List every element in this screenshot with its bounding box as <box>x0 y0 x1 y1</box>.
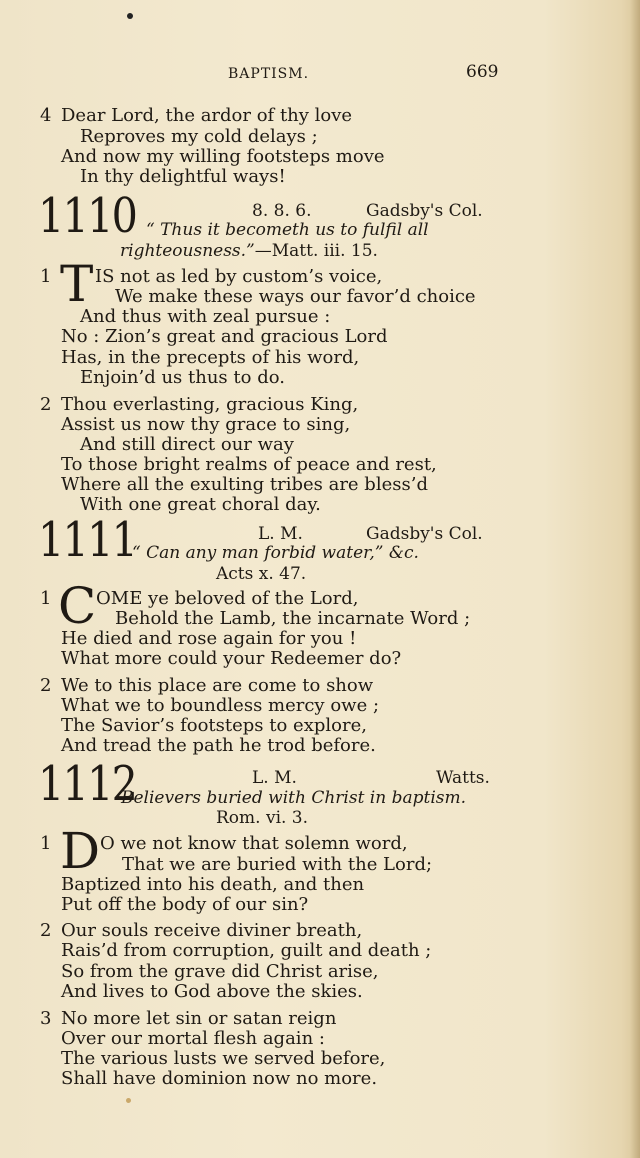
hymn-epigraph: Believers buried with Christ in baptism. <box>121 788 467 808</box>
verse-line: IS not as led by custom’s voice, <box>95 266 383 287</box>
verse-line: With one great choral day. <box>80 494 321 515</box>
verse-line: Thou everlasting, gracious King, <box>61 394 359 415</box>
verse-line: Has, in the precepts of his word, <box>61 347 360 368</box>
verse-number: 3 <box>40 1008 52 1029</box>
hymn-source: Gadsby's Col. <box>366 524 483 544</box>
hymn-meter: L. M. <box>258 524 303 544</box>
verse-line: No : Zion’s great and gracious Lord <box>61 326 388 347</box>
verse-line: Dear Lord, the ardor of thy love <box>61 105 353 126</box>
verse-line: Assist us now thy grace to sing, <box>61 414 351 435</box>
verse-line: And now my willing footsteps move <box>61 146 385 167</box>
verse-line: Put off the body of our sin? <box>61 894 309 915</box>
hymn-epigraph-line2 <box>120 241 378 261</box>
drop-cap: T <box>60 255 94 313</box>
verse-line: Our souls receive diviner breath, <box>61 920 363 941</box>
verse-line: And still direct our way <box>80 434 294 455</box>
verse-line: In thy delightful ways! <box>80 166 286 187</box>
verse-line: Rais’d from corruption, guilt and death ; <box>61 940 432 961</box>
verse-number: 2 <box>40 394 52 415</box>
verse-line: Reproves my cold delays ; <box>80 126 318 147</box>
hymn-meter: 8. 8. 6. <box>252 201 312 221</box>
hymn-epigraph: “ Thus it becometh us to fulfil all <box>146 220 429 240</box>
drop-cap: C <box>58 577 97 635</box>
verse-number: 1 <box>40 266 52 287</box>
verse-line: And thus with zeal pursue : <box>80 306 331 327</box>
page-number: 669 <box>466 62 499 82</box>
verse-line: OME ye beloved of the Lord, <box>96 588 359 609</box>
verse-line: What more could your Redeemer do? <box>61 648 402 669</box>
hymn-source: Gadsby's Col. <box>366 201 483 221</box>
verse-line: We make these ways our favor’d choice <box>115 286 476 307</box>
epigraph-italic: righteousness.” <box>120 241 255 261</box>
paper-spot <box>126 1098 131 1103</box>
verse-line: Behold the Lamb, the incarnate Word ; <box>115 608 471 629</box>
verse-number: 2 <box>40 675 52 696</box>
hymn-meter: L. M. <box>252 768 297 788</box>
page-edge-shadow <box>630 0 640 1158</box>
hymn-number: 1111 <box>38 512 137 568</box>
verse-line: Enjoin’d us thus to do. <box>80 367 285 388</box>
verse-number: 4 <box>40 105 52 126</box>
verse-line: Where all the exulting tribes are bless’d <box>61 474 428 495</box>
verse-line: So from the grave did Christ arise, <box>61 961 379 982</box>
verse-line: What we to boundless mercy owe ; <box>61 695 380 716</box>
epigraph-reference: Acts x. 47. <box>216 564 307 584</box>
verse-line: No more let sin or satan reign <box>61 1008 337 1029</box>
verse-line: Shall have dominion now no more. <box>61 1068 378 1089</box>
verse-number: 1 <box>40 588 52 609</box>
hymn-number: 1110 <box>38 188 137 244</box>
epigraph-reference: Rom. vi. 3. <box>216 808 309 828</box>
verse-line: Baptized into his death, and then <box>61 874 365 895</box>
verse-line: To those bright realms of peace and rest, <box>61 454 437 475</box>
ink-speck <box>127 13 133 19</box>
verse-line: O we not know that solemn word, <box>100 833 408 854</box>
verse-line: That we are buried with the Lord; <box>122 854 433 875</box>
drop-cap: D <box>60 822 101 880</box>
verse-line: We to this place are come to show <box>61 675 374 696</box>
hymn-epigraph: “ Can any man forbid water,” &c. <box>132 543 419 563</box>
hymn-number: 1112 <box>38 756 137 812</box>
verse-line: And tread the path he trod before. <box>61 735 376 756</box>
running-title: BAPTISM. <box>228 66 310 82</box>
hymn-source: Watts. <box>436 768 490 788</box>
verse-line: The Savior’s footsteps to explore, <box>61 715 367 736</box>
verse-number: 2 <box>40 920 52 941</box>
verse-line: And lives to God above the skies. <box>61 981 363 1002</box>
verse-line: Over our mortal flesh again : <box>61 1028 325 1049</box>
epigraph-reference: —Matt. iii. 15. <box>254 241 378 261</box>
verse-number: 1 <box>40 833 52 854</box>
verse-line: The various lusts we served before, <box>61 1048 386 1069</box>
verse-line: He died and rose again for you ! <box>61 628 357 649</box>
